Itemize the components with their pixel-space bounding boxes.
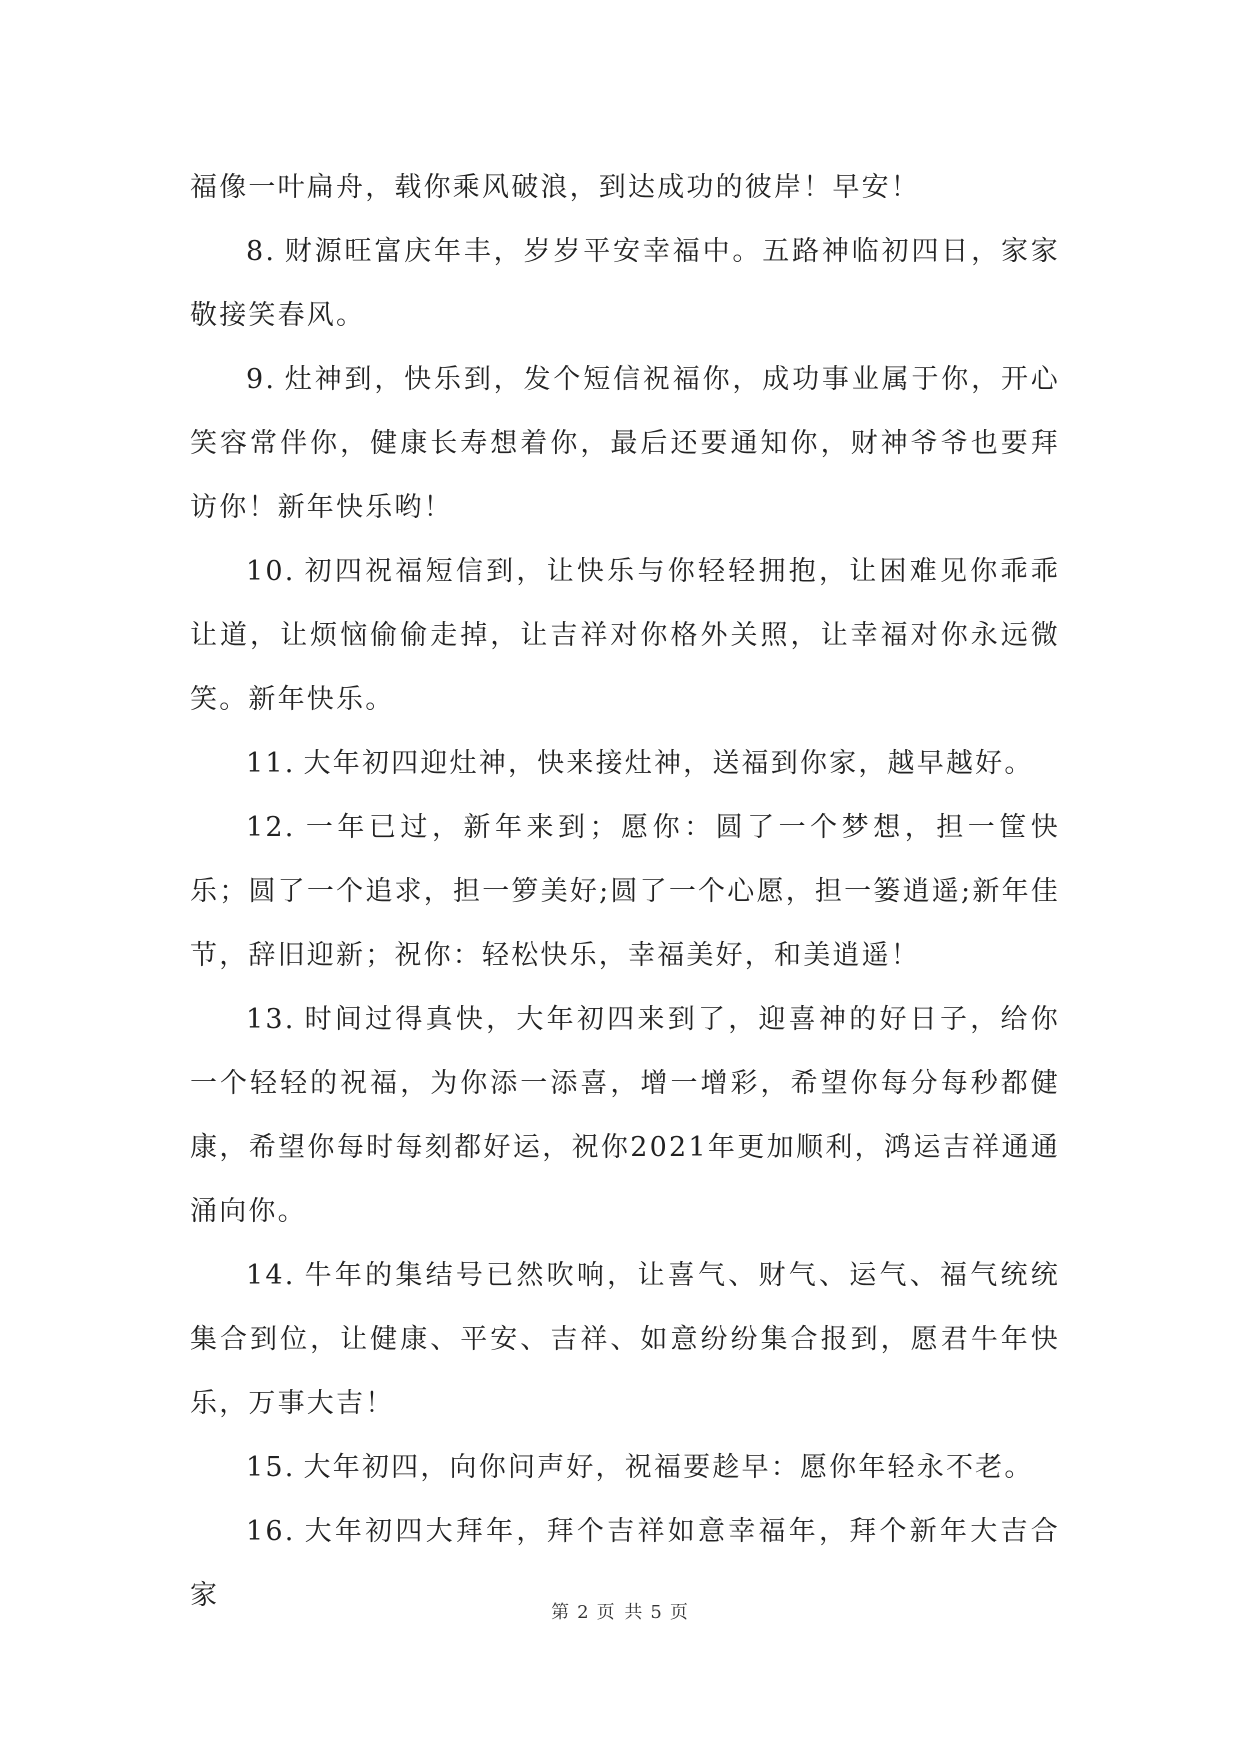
paragraph-number: 15. [246,1452,296,1483]
footer-middle: 页 共 [596,1602,645,1623]
paragraph [190,796,1060,988]
paragraph-text: 财源旺富庆年丰，岁岁平安幸福中。五路神临初四日，家家敬接笑春风。 [190,236,1060,331]
paragraph-number: 9. [246,364,277,395]
paragraph-number: 14. [246,1260,296,1291]
paragraph [190,1436,1060,1500]
paragraph-text: 初四祝福短信到，让快乐与你轻轻拥抱，让困难见你乖乖让道，让烦恼偷偷走掉，让吉祥对你格外关照，让幸福对你永远微笑。新年快乐。 [190,556,1060,715]
paragraph-number: 12. [246,812,296,843]
paragraph-text: 时间过得真快，大年初四来到了，迎喜神的好日子，给你一个轻轻的祝福，为你添一添喜，增一增彩，希望你每分每秒都健康，希望你每时每刻都好运，祝你2021年更加顺利，鸿运吉祥通通涌向你。 [190,1004,1060,1227]
paragraph [190,220,1060,348]
footer-current-page: 2 [577,1602,591,1623]
paragraph-text: 灶神到，快乐到，发个短信祝福你，成功事业属于你，开心笑容常伴你，健康长寿想着你，最后还要通知你，财神爷爷也要拜访你！新年快乐哟！ [190,364,1060,523]
paragraph [190,988,1060,1244]
paragraph [190,540,1060,732]
paragraph-number: 16. [246,1516,296,1547]
page-footer [0,1598,1241,1624]
paragraph-text: 一年已过，新年来到；愿你：圆了一个梦想，担一筐快乐；圆了一个追求，担一箩美好;圆了一个心愿，担一篓逍遥;新年佳节，辞旧迎新；祝你：轻松快乐，幸福美好，和美逍遥！ [190,812,1060,971]
paragraph-text: 大年初四迎灶神，快来接灶神，送福到你家，越早越好。 [303,748,1034,779]
paragraph-number: 10. [246,556,296,587]
footer-suffix: 页 [669,1602,690,1623]
document-body [190,156,1060,1628]
footer-total-pages: 5 [650,1602,664,1623]
footer-prefix: 第 [551,1602,572,1623]
paragraph [190,348,1060,540]
paragraph [190,732,1060,796]
paragraph-number: 11. [246,748,296,779]
paragraph-number: 13. [246,1004,296,1035]
paragraph-text: 牛年的集结号已然吹响，让喜气、财气、运气、福气统统集合到位，让健康、平安、吉祥、如意纷纷集合报到，愿君牛年快乐，万事大吉！ [190,1260,1060,1419]
paragraph-text: 大年初四大拜年，拜个吉祥如意幸福年，拜个新年大吉合家 [190,1516,1060,1611]
paragraph-text: 大年初四，向你问声好，祝福要趁早：愿你年轻永不老。 [303,1452,1034,1483]
paragraph [190,156,1060,220]
paragraph [190,1244,1060,1436]
paragraph-number: 8. [246,236,277,267]
paragraph-text: 福像一叶扁舟，载你乘风破浪，到达成功的彼岸！早安！ [190,172,920,203]
